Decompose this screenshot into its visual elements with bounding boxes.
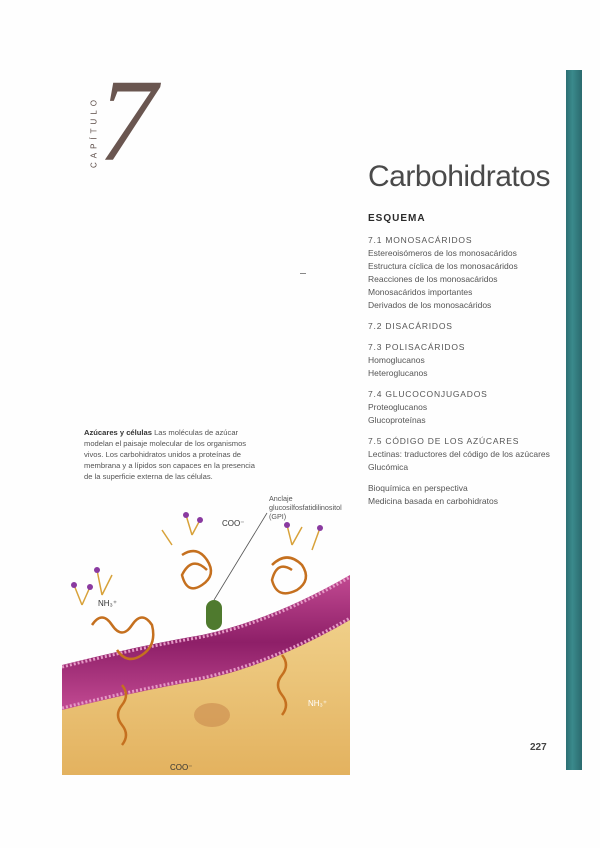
caption-text: Las moléculas de azúcar modelan el paisaje molecular de los organismos vivos. Los carbohidratos unidos a proteínas de membrana y a lípidos son capaces en la presencia de la superficie externa de las células. [84,428,255,481]
outline-section [368,388,568,427]
page-edge-tab [566,70,582,770]
coo-label-top: COO⁻ [222,519,245,528]
outline-item: Heteroglucanos [368,368,428,378]
outline-item: Reacciones de los monosacáridos [368,274,498,284]
outline-item: Bioquímica en perspectiva [368,483,468,493]
outline-item: Homoglucanos [368,355,425,365]
outline-item: Lectinas: traductores del código de los azúcares [368,449,550,459]
outline-item: Glucoproteínas [368,415,426,425]
chapter-word-text: CAPÍTULO [89,95,99,169]
outline-item: Estructura cíclica de los monosacáridos [368,261,518,271]
cell-membrane-illustration [62,495,350,775]
outline-section-title: 7.1 MONOSACÁRIDOS [368,235,473,245]
outline-section-title: 7.3 POLISACÁRIDOS [368,342,466,352]
caption-bold: Azúcares y células [84,428,152,437]
outline-section [368,234,568,312]
outline-section-title: 7.4 GLUCOCONJUGADOS [368,389,488,399]
chapter-outline [368,213,568,516]
gpi-anchored-protein [206,600,222,630]
outline-section-title: 7.5 CÓDIGO DE LOS AZÚCARES [368,436,520,446]
outline-section [368,435,568,474]
figure-caption [84,427,260,482]
chapter-title: Carbohidratos [368,160,550,193]
membrane-svg [62,495,350,775]
coo-label-bottom: COO⁻ [170,763,193,772]
outline-section-title: 7.2 DISACÁRIDOS [368,321,453,331]
outline-heading: ESQUEMA [368,213,426,224]
organelle [194,703,230,727]
outline-item: Glucómica [368,462,409,472]
chapter-number: 7 [98,55,157,186]
nh3-label-right: NH₃⁺ [308,699,328,708]
outline-item: Proteoglucanos [368,402,428,412]
outline-section [368,482,568,508]
nh3-label-left: NH₃⁺ [98,599,118,608]
outline-item: Estereoisómeros de los monosacáridos [368,248,517,258]
outline-section [368,341,568,380]
page-number: 227 [530,742,547,753]
stray-mark [300,273,306,274]
outline-item: Derivados de los monosacáridos [368,300,492,310]
glycans [74,515,320,605]
outline-item: Medicina basada en carbohidratos [368,496,498,506]
outline-item: Monosacáridos importantes [368,287,473,297]
outline-section [368,320,568,333]
gpi-anchor-label: Anclaje glucosilfosfatidilinositol (GPI) [269,494,342,521]
